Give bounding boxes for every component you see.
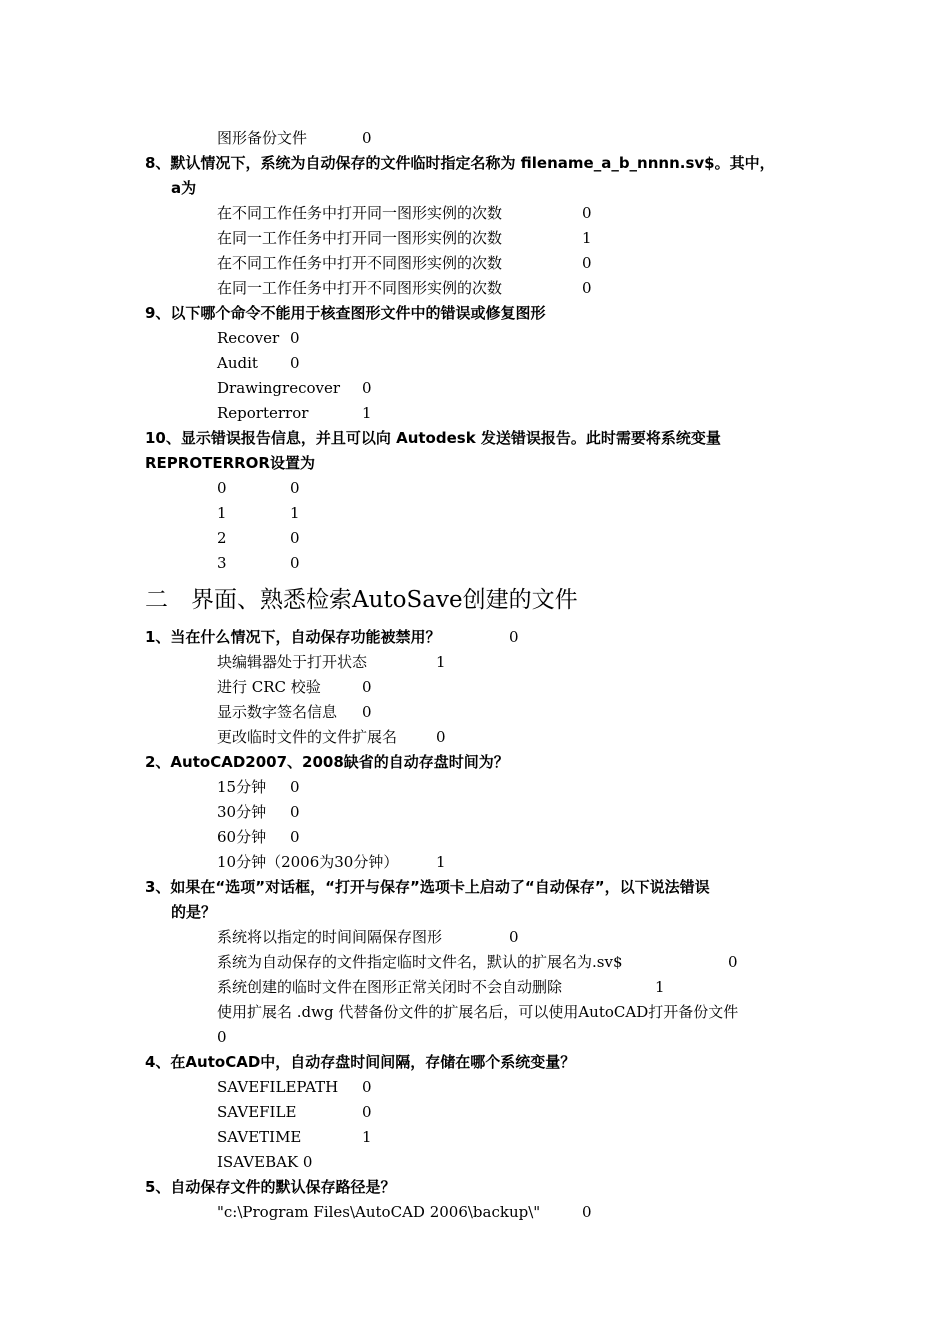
- answer-option: 在同一工作任务中打开同一图形实例的次数: [217, 229, 503, 247]
- score-value: 1: [290, 504, 300, 522]
- answer-option: 10分钟（2006为30分钟）: [217, 853, 399, 871]
- score-value: 0: [362, 129, 372, 147]
- answer-option: 30分钟: [217, 803, 267, 821]
- answer-option: Drawingrecover: [217, 379, 341, 397]
- answer-option: 显示数字签名信息: [217, 703, 338, 721]
- question-text: 10、显示错误报告信息，并且可以向 Autodesk 发送错误报告。此时需要将系统变量: [145, 429, 721, 447]
- question-text: 9、以下哪个命令不能用于核查图形文件中的错误或修复图形: [145, 304, 546, 322]
- answer-option: 在不同工作任务中打开同一图形实例的次数: [217, 204, 503, 222]
- question-text: 4、在AutoCAD中，自动存盘时间间隔，存储在哪个系统变量？: [145, 1053, 576, 1071]
- score-value: 0: [362, 379, 372, 397]
- score-value: 1: [436, 853, 446, 871]
- score-value: 1: [436, 653, 446, 671]
- answer-option: 图形备份文件: [217, 129, 308, 147]
- answer-option: 在不同工作任务中打开不同图形实例的次数: [217, 254, 503, 272]
- question-text: REPROTERROR设置为: [145, 454, 315, 472]
- score-value: 0: [290, 554, 300, 572]
- answer-option: ISAVEBAK 0: [217, 1153, 313, 1171]
- score-value: 1: [655, 978, 665, 996]
- answer-option: 15分钟: [217, 778, 267, 796]
- score-value: 0: [362, 678, 372, 696]
- score-value: 0: [290, 828, 300, 846]
- answer-option: 使用扩展名 .dwg 代替备份文件的扩展名后，可以使用AutoCAD打开备份文件: [217, 1003, 739, 1021]
- question-text: 的是？: [171, 903, 217, 921]
- score-value: 0: [582, 279, 592, 297]
- score-value: 0: [509, 628, 519, 646]
- answer-option: 进行 CRC 校验: [217, 678, 321, 696]
- answer-option: SAVETIME: [217, 1128, 302, 1146]
- score-value: 0: [290, 329, 300, 347]
- answer-option: 60分钟: [217, 828, 267, 846]
- answer-option: 系统为自动保存的文件指定临时文件名，默认的扩展名为.sv$: [217, 953, 623, 971]
- score-value: 0: [728, 953, 738, 971]
- score-value: 0: [582, 1203, 592, 1221]
- score-value: 0: [362, 703, 372, 721]
- answer-option: SAVEFILEPATH: [217, 1078, 339, 1096]
- question-text: 8、默认情况下，系统为自动保存的文件临时指定名称为 filename_a_b_nnnn.sv$。其中，: [145, 154, 775, 172]
- answer-option: 0: [217, 479, 227, 497]
- score-value: 0: [290, 803, 300, 821]
- question-text: 1、当在什么情况下，自动保存功能被禁用？: [145, 628, 441, 646]
- question-text: 5、自动保存文件的默认保存路径是？: [145, 1178, 396, 1196]
- score-value: 0: [436, 728, 446, 746]
- answer-option: 更改临时文件的文件扩展名: [217, 728, 398, 746]
- answer-option: 1: [217, 504, 227, 522]
- score-value: 0: [290, 778, 300, 796]
- answer-option: 在同一工作任务中打开不同图形实例的次数: [217, 279, 503, 297]
- answer-option: 系统将以指定的时间间隔保存图形: [217, 928, 443, 946]
- answer-option: SAVEFILE: [217, 1103, 297, 1121]
- answer-option: 0: [217, 1028, 227, 1046]
- answer-option: 块编辑器处于打开状态: [217, 653, 368, 671]
- answer-option: 系统创建的临时文件在图形正常关闭时不会自动删除: [217, 978, 563, 996]
- score-value: 0: [290, 529, 300, 547]
- score-value: 1: [362, 1128, 372, 1146]
- answer-option: Reporterror: [217, 404, 309, 422]
- score-value: 0: [582, 254, 592, 272]
- score-value: 0: [509, 928, 519, 946]
- score-value: 1: [362, 404, 372, 422]
- score-value: 0: [290, 354, 300, 372]
- answer-option: Recover: [217, 329, 280, 347]
- question-text: 3、如果在“选项”对话框，“打开与保存”选项卡上启动了“自动保存”，以下说法错误: [145, 878, 710, 896]
- score-value: 0: [582, 204, 592, 222]
- question-text: a为: [171, 179, 197, 197]
- section-heading: 二 界面、熟悉检索AutoSave创建的文件: [145, 587, 578, 613]
- question-text: 2、AutoCAD2007、2008缺省的自动存盘时间为？: [145, 753, 509, 771]
- answer-option: Audit: [217, 354, 258, 372]
- score-value: 0: [290, 479, 300, 497]
- score-value: 0: [362, 1103, 372, 1121]
- answer-option: 2: [217, 529, 227, 547]
- answer-option: 3: [217, 554, 227, 572]
- score-value: 1: [582, 229, 592, 247]
- score-value: 0: [362, 1078, 372, 1096]
- answer-option: "c:\Program Files\AutoCAD 2006\backup\": [217, 1203, 541, 1221]
